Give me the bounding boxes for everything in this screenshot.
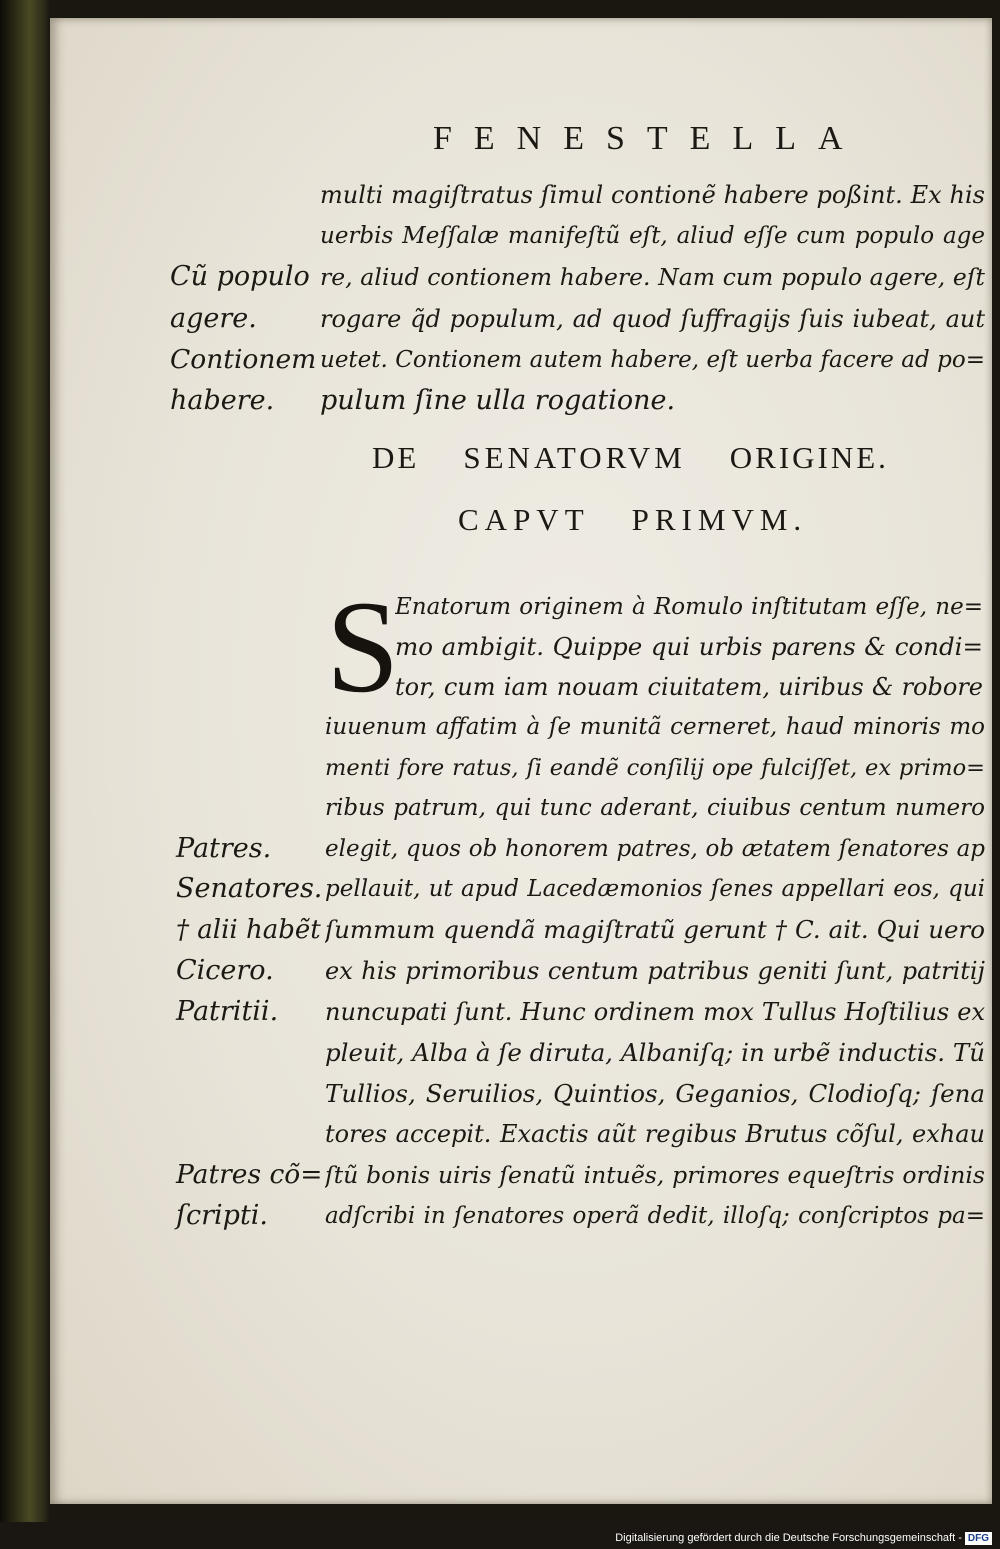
text-line: ex his primoribus centum patribus geniti ſunt, patritij	[325, 957, 985, 985]
text-line: multi magiſtratus ſimul contionẽ habere poßint. Ex his	[320, 181, 985, 209]
book-page	[50, 18, 992, 1504]
text-line: pulum ſine ulla rogatione.	[320, 385, 676, 416]
text-line: menti fore ratus, ſi eandẽ conſilij ope fulciſſet, ex primo=	[325, 755, 985, 781]
text-line: pellauit, ut apud Lacedæmonios ſenes appellari eos, qui	[325, 876, 985, 902]
margin-note: ſcripti.	[176, 1200, 269, 1231]
text-line: tores accepit. Exactis aũt regibus Brutus cõſul, exhau	[325, 1120, 985, 1148]
heading-word: ORIGINE.	[729, 440, 889, 475]
text-line: Tullios, Seruilios, Quintios, Geganios, Clodioſq; ſena	[325, 1079, 985, 1108]
subheading-word: CAPVT	[458, 502, 590, 537]
margin-note: Senatores.	[176, 873, 323, 904]
margin-note: Patres cõ=	[176, 1159, 323, 1190]
text-line: uerbis Meſſalæ manifeſtũ eſt, aliud eſſe cum populo age	[320, 223, 985, 249]
text-line: mo ambigit. Quippe qui urbis parens & condi=	[395, 632, 983, 661]
text-line: ribus patrum, qui tunc aderant, ciuibus centum numero	[325, 795, 985, 821]
text-line: re, aliud contionem habere. Nam cum populo agere, eſt	[320, 263, 985, 291]
heading-word: DE	[372, 440, 420, 475]
heading-word: SENATORVM	[463, 440, 686, 475]
text-line: uetet. Contionem autem habere, eſt uerba facere ad po=	[320, 347, 985, 373]
margin-note: Contionem	[170, 344, 317, 375]
text-line: nuncupati ſunt. Hunc ordinem mox Tullus Hoſtilius ex	[325, 998, 985, 1026]
text-line: elegit, quos ob honorem patres, ob ætatem ſenatores ap	[325, 836, 985, 862]
text-line: adſcribi in ſenatores operã dedit, illoſq; conſcriptos pa=	[325, 1203, 985, 1229]
drop-cap: S	[326, 573, 400, 720]
margin-note: Patres.	[176, 833, 272, 864]
text-line: ſummum quendã magiſtratũ gerunt † C. ait. Qui uero	[325, 915, 985, 944]
text-line: rogare q̃d populum, ad quod ſuffragijs ſuis iubeat, aut	[320, 305, 985, 333]
margin-note: † alii habẽt	[176, 915, 321, 945]
text-line: Enatorum originem à Romulo inſtitutam eſſe, ne=	[395, 594, 983, 620]
margin-note: habere.	[170, 385, 275, 416]
running-head: FENESTELLA	[433, 120, 865, 157]
text-line: ſtũ bonis uiris ſenatũ intuẽs, primores equeſtris ordinis	[325, 1161, 985, 1189]
digitization-credit	[615, 1530, 992, 1546]
chapter-heading	[372, 440, 889, 476]
margin-note: Cũ populo	[170, 261, 310, 292]
dfg-logo-icon: DFG	[965, 1532, 992, 1545]
text-line: iuuenum affatim à ſe munitã cerneret, haud minoris mo	[325, 714, 985, 740]
chapter-subheading	[458, 502, 807, 538]
credit-text: Digitalisierung gefördert durch die Deutsche Forschungsgemeinschaft -	[615, 1532, 962, 1544]
subheading-word: PRIMVM.	[631, 502, 808, 537]
margin-note: Patritii.	[176, 996, 279, 1027]
margin-note: Cicero.	[176, 955, 274, 986]
text-line: tor, cum iam nouam ciuitatem, uiribus & robore	[395, 673, 983, 701]
margin-note: agere.	[170, 303, 257, 334]
text-line: pleuit, Alba à ſe diruta, Albaniſq; in urbẽ inductis. Tũ	[325, 1038, 985, 1067]
